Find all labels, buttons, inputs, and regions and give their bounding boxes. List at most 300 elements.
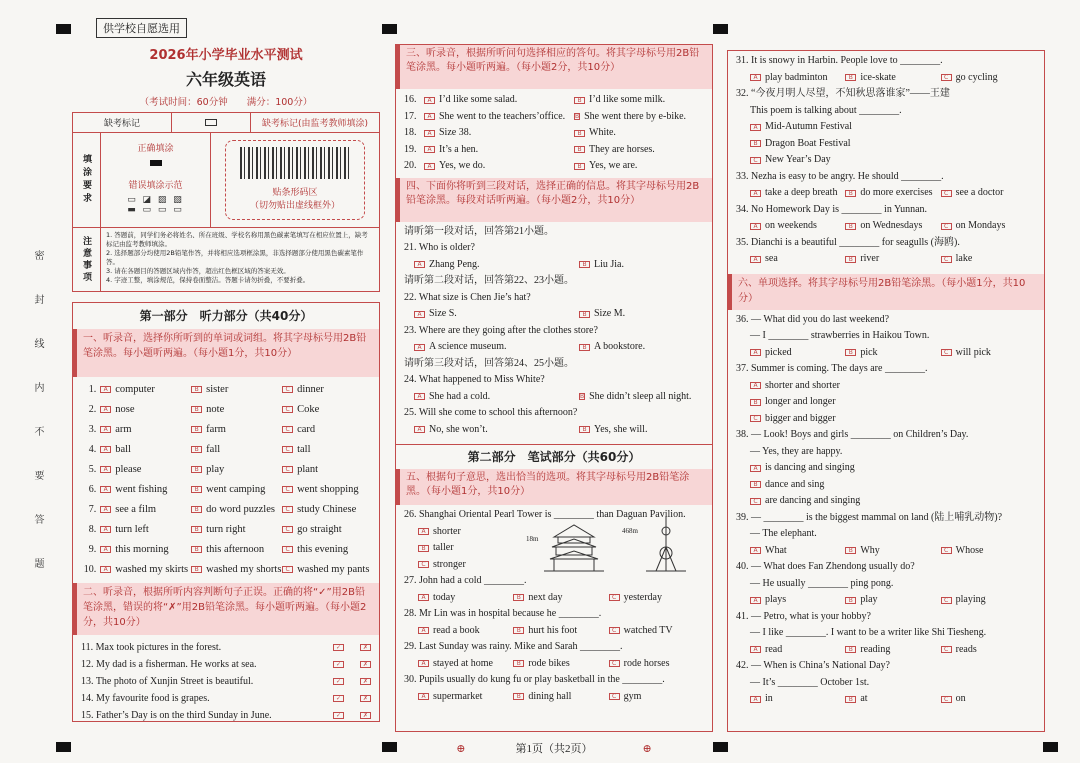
option-row bbox=[404, 339, 704, 356]
question-number: 6. bbox=[88, 483, 97, 495]
dialog-instruction: 请听第二段对话，回答第22、23小题。 bbox=[404, 275, 574, 286]
notice-item: 1. 答题前，同学们务必将姓名、所在班级、学校名称用黑色碳素笔填写在相应位置上，缺考标记由监考教师填涂。 bbox=[106, 231, 368, 248]
option bbox=[513, 689, 608, 706]
option-text: washed my pants bbox=[297, 563, 370, 575]
answer-bubble[interactable]: C bbox=[282, 466, 293, 473]
answer-bubble[interactable]: A bbox=[750, 223, 761, 230]
answer-bubble[interactable]: B bbox=[191, 446, 202, 453]
option bbox=[750, 218, 845, 235]
option bbox=[736, 394, 1036, 411]
question-text: 33. Nezha is easy to be angry. He should ________. bbox=[736, 170, 944, 182]
answer-bubble[interactable]: C bbox=[941, 223, 952, 230]
option bbox=[574, 109, 687, 126]
option-text: lake bbox=[955, 253, 973, 264]
question-row bbox=[79, 379, 373, 399]
option-text: ball bbox=[115, 443, 131, 455]
option-text: read bbox=[765, 643, 783, 655]
question-text: 28. Mr Lin was in hospital because he ________. bbox=[404, 608, 602, 619]
option-text: next day bbox=[528, 591, 563, 603]
option-text: play badminton bbox=[765, 71, 828, 83]
question-text: 22. What size is Chen Jie’s hat? bbox=[404, 291, 531, 303]
wrong-fill-label: 错误填涂示范 bbox=[128, 181, 183, 191]
answer-bubble[interactable]: B bbox=[191, 386, 202, 393]
answer-bubble[interactable]: ✓ bbox=[333, 678, 344, 685]
option-text: gym bbox=[623, 690, 642, 702]
answer-bubble[interactable]: A bbox=[100, 566, 111, 573]
option bbox=[609, 656, 704, 673]
option bbox=[941, 185, 1036, 202]
option bbox=[282, 444, 373, 455]
option-row bbox=[736, 251, 1036, 268]
answer-bubble[interactable]: A bbox=[414, 393, 425, 400]
option-text: take a deep breath bbox=[765, 187, 838, 198]
answer-bubble[interactable]: A bbox=[750, 696, 761, 703]
option-text: this morning bbox=[115, 543, 169, 555]
tf-row bbox=[73, 673, 379, 690]
answer-bubble[interactable]: A bbox=[100, 386, 111, 393]
question-number: 10. bbox=[83, 563, 97, 575]
crosshair-icon: ⊕ bbox=[456, 743, 466, 755]
tf-bubbles bbox=[333, 661, 371, 668]
option bbox=[424, 92, 574, 109]
answer-bubble[interactable]: B bbox=[579, 426, 590, 433]
option-text: on bbox=[955, 693, 966, 704]
question-text: This poem is talking about ________. bbox=[750, 104, 902, 116]
option bbox=[750, 70, 845, 87]
option-text: picked bbox=[765, 346, 792, 358]
tf-statement: 11. Max took pictures in the forest. bbox=[81, 642, 222, 653]
answer-bubble[interactable]: A bbox=[100, 466, 111, 473]
notice-item: 4. 字迹工整，填涂规范，保持卷面整洁。答题卡请勿折叠，不要折叠。 bbox=[106, 276, 310, 284]
barcode-title: 贴条形码区 bbox=[272, 188, 318, 198]
answer-bubble[interactable]: A bbox=[100, 526, 111, 533]
option bbox=[579, 306, 684, 323]
answer-bubble[interactable]: A bbox=[424, 97, 435, 104]
option-text: shorter bbox=[433, 525, 461, 537]
registration-mark bbox=[713, 742, 728, 752]
answer-bubble[interactable]: B bbox=[845, 349, 856, 356]
answer-bubble[interactable]: B bbox=[513, 594, 524, 601]
answer-bubble[interactable]: C bbox=[282, 426, 293, 433]
option-text: Mid-Autumn Festival bbox=[765, 121, 852, 132]
option-text: yesterday bbox=[623, 591, 662, 603]
answer-bubble[interactable]: C bbox=[282, 486, 293, 493]
question-row bbox=[79, 419, 373, 439]
option-row bbox=[404, 389, 704, 406]
option bbox=[424, 158, 574, 175]
absent-note: 缺考标记(由监考教师填涂) bbox=[261, 119, 369, 129]
answer-bubble[interactable]: B bbox=[845, 696, 856, 703]
answer-bubble[interactable]: B bbox=[845, 223, 856, 230]
option bbox=[736, 411, 1036, 428]
absent-label: 缺考标记 bbox=[103, 119, 140, 129]
answer-bubble[interactable]: A bbox=[750, 124, 761, 131]
option-text: in bbox=[765, 693, 773, 704]
option-text: this afternoon bbox=[206, 543, 265, 555]
pavilion-height: 18m bbox=[526, 535, 539, 543]
answer-bubble[interactable]: A bbox=[414, 344, 425, 351]
question-text: — I ________ strawberries in Haikou Town. bbox=[750, 330, 930, 341]
option bbox=[609, 689, 704, 706]
answer-bubble[interactable]: A bbox=[100, 406, 111, 413]
answer-bubble[interactable]: A bbox=[750, 256, 761, 263]
answer-bubble[interactable]: ✗ bbox=[360, 695, 371, 702]
question-text: 23. Where are they going after the clothes store? bbox=[404, 324, 598, 336]
answer-bubble[interactable]: C bbox=[941, 696, 952, 703]
question-number: 3. bbox=[88, 423, 97, 435]
option bbox=[282, 504, 373, 515]
option bbox=[845, 691, 940, 708]
option bbox=[282, 484, 373, 495]
answer-bubble[interactable]: B bbox=[574, 130, 585, 137]
option-row bbox=[736, 218, 1036, 235]
option-text: Yes, she will. bbox=[594, 423, 648, 435]
option-text: She went there by e-bike. bbox=[584, 110, 687, 122]
answer-bubble[interactable]: ✗ bbox=[360, 712, 371, 719]
option-text: Whose bbox=[955, 544, 984, 556]
option bbox=[100, 444, 191, 455]
tf-row bbox=[73, 639, 379, 656]
option bbox=[414, 422, 579, 439]
option bbox=[100, 524, 191, 535]
answer-bubble[interactable]: B bbox=[191, 426, 202, 433]
option bbox=[418, 623, 513, 640]
answer-bubble[interactable]: C bbox=[609, 627, 620, 634]
answer-bubble[interactable]: A bbox=[418, 627, 429, 634]
answer-bubble[interactable]: C bbox=[282, 406, 293, 413]
option-text: sea bbox=[765, 253, 778, 264]
question-number: 8. bbox=[88, 523, 97, 535]
absent-row bbox=[73, 113, 379, 133]
answer-bubble[interactable]: C bbox=[609, 660, 620, 667]
option-text: fall bbox=[206, 443, 221, 455]
answer-bubble[interactable]: A bbox=[424, 113, 435, 120]
option-row bbox=[404, 689, 704, 706]
answer-bubble[interactable]: C bbox=[941, 646, 952, 653]
tower-icon bbox=[646, 517, 686, 573]
option bbox=[736, 152, 1036, 169]
option-text: Size S. bbox=[429, 308, 457, 319]
answer-bubble[interactable]: A bbox=[750, 349, 761, 356]
notice-label: 注意事项 bbox=[73, 228, 101, 291]
answer-bubble[interactable]: C bbox=[282, 386, 293, 393]
answer-bubble[interactable]: C bbox=[941, 349, 952, 356]
registration-mark bbox=[713, 24, 728, 34]
answer-bubble[interactable]: B bbox=[513, 627, 524, 634]
question-text: 39. — ________ is the biggest mammal on land (陆上哺乳动物)? bbox=[736, 511, 1003, 523]
option bbox=[424, 109, 574, 126]
option-text: Yes, we are. bbox=[589, 160, 638, 171]
answer-bubble[interactable]: B bbox=[513, 693, 524, 700]
option bbox=[941, 543, 1036, 560]
option-text: computer bbox=[115, 383, 155, 395]
section6-header: 六、单项选择。将其字母标号用2B铅笔涂黑。（每小题1分，共10分） bbox=[728, 274, 1044, 310]
question-text: 21. Who is older? bbox=[404, 242, 475, 253]
notice-row bbox=[73, 228, 379, 291]
answer-bubble[interactable]: ✓ bbox=[333, 712, 344, 719]
answer-bubble[interactable]: A bbox=[100, 506, 111, 513]
option bbox=[100, 464, 191, 475]
option bbox=[414, 389, 579, 406]
question-text: 37. Summer is coming. The days are ________. bbox=[736, 363, 928, 374]
option bbox=[414, 339, 579, 356]
option bbox=[513, 656, 608, 673]
answer-bubble[interactable]: B bbox=[579, 311, 590, 318]
answer-bubble[interactable]: B bbox=[418, 545, 429, 552]
answer-bubble[interactable]: B bbox=[750, 481, 761, 488]
answer-bubble[interactable]: ✓ bbox=[333, 661, 344, 668]
question-number: 16. bbox=[404, 94, 417, 105]
tf-row bbox=[73, 707, 379, 724]
answer-bubble[interactable]: A bbox=[418, 594, 429, 601]
section4-rows bbox=[396, 222, 712, 441]
option-row bbox=[404, 623, 704, 640]
answer-bubble[interactable]: C bbox=[750, 415, 761, 422]
answer-bubble[interactable]: A bbox=[100, 426, 111, 433]
question-text: 32. “今夜月明人尽望，不知秋思落谁家”——王建 bbox=[736, 88, 950, 99]
option bbox=[941, 642, 1036, 659]
answer-bubble[interactable]: B bbox=[580, 393, 585, 401]
option bbox=[424, 142, 574, 159]
answer-bubble[interactable]: A bbox=[414, 311, 425, 318]
option-text: at bbox=[860, 693, 868, 704]
answer-bubble[interactable]: B bbox=[845, 256, 856, 263]
question-text: 27. John had a cold ________. bbox=[404, 575, 527, 586]
option bbox=[750, 345, 845, 362]
question-number: 17. bbox=[404, 110, 417, 122]
question-text: 24. What happened to Miss White? bbox=[404, 374, 545, 385]
notice-item: 3. 请在各题目的答题区域内作答，超出红色框区域的答案无效。 bbox=[106, 267, 290, 275]
option bbox=[941, 691, 1036, 708]
answer-bubble[interactable]: A bbox=[424, 146, 435, 153]
option bbox=[513, 623, 608, 640]
option-text: She had a cold. bbox=[429, 390, 491, 402]
option-text: today bbox=[433, 591, 456, 603]
tf-bubbles bbox=[333, 678, 371, 685]
option-text: river bbox=[860, 253, 880, 264]
answer-bubble[interactable]: ✓ bbox=[333, 644, 344, 651]
question-number: 19. bbox=[404, 143, 417, 155]
answer-bubble[interactable]: C bbox=[941, 547, 952, 554]
answer-bubble[interactable]: ✗ bbox=[360, 661, 371, 668]
answer-bubble[interactable]: ✗ bbox=[360, 644, 371, 651]
answer-bubble[interactable]: B bbox=[750, 140, 761, 147]
answer-bubble[interactable]: C bbox=[941, 190, 952, 197]
option-text: note bbox=[206, 403, 225, 415]
answer-bubble[interactable]: B bbox=[574, 97, 585, 104]
question-text: — It’s ________ October 1st. bbox=[750, 676, 870, 688]
answer-bubble[interactable]: C bbox=[941, 74, 952, 81]
answer-bubble[interactable]: C bbox=[418, 561, 429, 568]
question-row bbox=[79, 459, 373, 479]
answer-bubble[interactable]: A bbox=[418, 693, 429, 700]
answer-bubble[interactable]: B bbox=[845, 597, 856, 604]
answer-bubble[interactable]: C bbox=[750, 157, 761, 164]
answer-bubble[interactable]: B bbox=[191, 486, 202, 493]
answer-bubble[interactable]: A bbox=[100, 446, 111, 453]
option bbox=[282, 544, 373, 555]
option-text: No, she won’t. bbox=[429, 423, 488, 435]
option bbox=[282, 464, 373, 475]
section5-header: 五、根据句子意思，选出恰当的选项。将其字母标号用2B铅笔涂黑。（每小题1分，共10分） bbox=[396, 469, 712, 505]
option bbox=[282, 384, 373, 395]
answer-bubble[interactable]: B bbox=[191, 546, 202, 553]
answer-bubble[interactable]: A bbox=[750, 74, 761, 81]
option-text: A bookstore. bbox=[594, 341, 646, 352]
absent-box[interactable] bbox=[171, 113, 251, 133]
question-text: — He usually ________ ping pong. bbox=[750, 577, 894, 589]
section4-header: 四、下面你将听到三段对话，选择正确的信息。将其字母标号用2B铅笔涂黑。每段对话听两遍。（每小题2分，共10分） bbox=[396, 178, 712, 222]
answer-bubble[interactable]: C bbox=[282, 446, 293, 453]
answer-bubble[interactable]: A bbox=[100, 486, 111, 493]
question-text: — I like ________. I want to be a writer like Shi Tiesheng. bbox=[750, 627, 987, 638]
answer-bubble[interactable]: B bbox=[513, 660, 524, 667]
option bbox=[736, 477, 1036, 494]
answer-bubble[interactable]: A bbox=[750, 382, 761, 389]
answer-bubble[interactable]: C bbox=[941, 256, 952, 263]
question-text: 25. Will she come to school this afternoon? bbox=[404, 407, 578, 418]
option-text: bigger and bigger bbox=[765, 412, 836, 424]
answer-bubble[interactable]: A bbox=[100, 546, 111, 553]
answer-bubble[interactable]: A bbox=[424, 163, 435, 170]
option-text: went camping bbox=[206, 483, 266, 495]
answer-bubble[interactable]: B bbox=[575, 113, 580, 121]
option-text: arm bbox=[115, 423, 132, 435]
answer-bubble[interactable]: A bbox=[750, 597, 761, 604]
barcode-image bbox=[240, 147, 350, 179]
binding-line-text: 密封线内不要答题 bbox=[32, 250, 43, 602]
question-row bbox=[79, 519, 373, 539]
answer-bubble[interactable]: C bbox=[282, 506, 293, 513]
answer-bubble[interactable]: A bbox=[750, 190, 761, 197]
option-text: hurt his foot bbox=[528, 624, 578, 636]
option-text: will pick bbox=[955, 346, 991, 358]
option bbox=[100, 484, 191, 495]
registration-mark bbox=[56, 24, 71, 34]
section5-rows bbox=[396, 505, 712, 707]
answer-bubble[interactable]: B bbox=[845, 646, 856, 653]
section1-header: 一、听录音，选择你所听到的单词或词组。将其字母标号用2B铅笔涂黑。每小题听两遍。（每小题1分，共10分） bbox=[73, 329, 379, 377]
school-tag: 供学校自愿选用 bbox=[96, 18, 187, 38]
option-text: They are horses. bbox=[589, 143, 655, 155]
answer-bubble[interactable]: A bbox=[750, 646, 761, 653]
answer-bubble[interactable]: B bbox=[191, 506, 202, 513]
question-row bbox=[404, 92, 704, 109]
answer-bubble[interactable]: B bbox=[579, 261, 590, 268]
question-number: 5. bbox=[88, 463, 97, 475]
question-row bbox=[79, 539, 373, 559]
option-text: do more exercises bbox=[860, 187, 933, 198]
answer-bubble[interactable]: B bbox=[750, 399, 761, 406]
tf-statement: 12. My dad is a fisherman. He works at sea. bbox=[81, 659, 257, 670]
answer-bubble[interactable]: C bbox=[282, 546, 293, 553]
question-number: 9. bbox=[88, 543, 97, 555]
answer-bubble[interactable]: B bbox=[574, 146, 585, 153]
option bbox=[736, 136, 1036, 153]
question-text: 35. Dianchi is a beautiful ________ for seagulls (海鸥). bbox=[736, 236, 960, 248]
option bbox=[750, 642, 845, 659]
option bbox=[191, 544, 282, 555]
question-text: — The elephant. bbox=[750, 528, 817, 539]
answer-bubble[interactable]: A bbox=[418, 528, 429, 535]
answer-bubble[interactable]: B bbox=[191, 566, 202, 573]
option-text: rode bikes bbox=[528, 657, 570, 669]
answer-bubble[interactable]: B bbox=[191, 406, 202, 413]
answer-bubble[interactable]: B bbox=[845, 190, 856, 197]
option-text: please bbox=[115, 463, 142, 475]
option bbox=[418, 656, 513, 673]
notice-item: 2. 选择题部分均使用2B铅笔作答，并将相应选项框涂黑，非选择题部分使用黑色碳素笔作答。 bbox=[106, 249, 364, 266]
option-text: plays bbox=[765, 594, 787, 605]
option-row bbox=[736, 642, 1036, 659]
part2-title: 第二部分 笔试部分（共60分） bbox=[396, 444, 712, 469]
option-text: nose bbox=[115, 403, 135, 415]
answer-bubble[interactable]: C bbox=[609, 693, 620, 700]
option-text: stronger bbox=[433, 558, 466, 570]
answer-bubble[interactable]: B bbox=[845, 547, 856, 554]
question-number: 2. bbox=[88, 403, 97, 415]
option-text: I’d like some milk. bbox=[589, 94, 666, 105]
option bbox=[941, 251, 1036, 268]
option-text: turn right bbox=[206, 523, 246, 535]
option bbox=[418, 689, 513, 706]
option bbox=[282, 524, 373, 535]
option bbox=[414, 257, 579, 274]
answer-bubble[interactable]: C bbox=[609, 594, 620, 601]
question-row bbox=[404, 142, 704, 159]
answer-bubble[interactable]: B bbox=[579, 344, 590, 351]
option-text: What bbox=[765, 544, 787, 556]
option bbox=[609, 590, 704, 607]
option-text: Coke bbox=[297, 403, 320, 415]
answer-bubble[interactable]: C bbox=[941, 597, 952, 604]
exam-time-info: （考试时间：60分钟 满分：100分） bbox=[139, 97, 313, 108]
option-text: turn left bbox=[115, 523, 149, 535]
answer-bubble[interactable]: A bbox=[750, 547, 761, 554]
dialog-instruction: 请听第三段对话，回答第24、25小题。 bbox=[404, 357, 574, 369]
option-text: card bbox=[297, 423, 316, 435]
answer-bubble[interactable]: B bbox=[191, 466, 202, 473]
answer-bubble[interactable]: A bbox=[418, 660, 429, 667]
answer-bubble[interactable]: C bbox=[282, 526, 293, 533]
option bbox=[941, 345, 1036, 362]
registration-mark bbox=[382, 24, 397, 34]
part1-title: 第一部分 听力部分（共40分） bbox=[139, 309, 313, 323]
option bbox=[424, 125, 574, 142]
answer-bubble[interactable]: ✓ bbox=[333, 695, 344, 702]
answer-bubble[interactable]: B bbox=[574, 163, 585, 170]
answer-bubble[interactable]: ✗ bbox=[360, 678, 371, 685]
question-text: 41. — Petro, what is your hobby? bbox=[736, 610, 871, 622]
question-26: 26. Shanghai Oriental Pearl Tower is ________ than Daguan Pavilion. bbox=[404, 509, 686, 520]
answer-bubble[interactable]: A bbox=[750, 465, 761, 472]
answer-bubble[interactable]: B bbox=[191, 526, 202, 533]
option bbox=[736, 460, 1036, 477]
question-number: 18. bbox=[404, 127, 417, 138]
question-text: 40. — What does Fan Zhendong usually do? bbox=[736, 561, 915, 572]
answer-bubble[interactable]: A bbox=[414, 261, 425, 268]
option-row bbox=[404, 656, 704, 673]
option bbox=[845, 251, 940, 268]
option bbox=[941, 592, 1036, 609]
answer-bubble[interactable]: A bbox=[424, 130, 435, 137]
listening-section bbox=[72, 302, 380, 722]
option-text: playing bbox=[955, 594, 986, 605]
answer-bubble[interactable]: C bbox=[750, 498, 761, 505]
answer-bubble[interactable]: A bbox=[414, 426, 425, 433]
answer-bubble[interactable]: B bbox=[845, 74, 856, 81]
answer-bubble[interactable]: C bbox=[282, 566, 293, 573]
